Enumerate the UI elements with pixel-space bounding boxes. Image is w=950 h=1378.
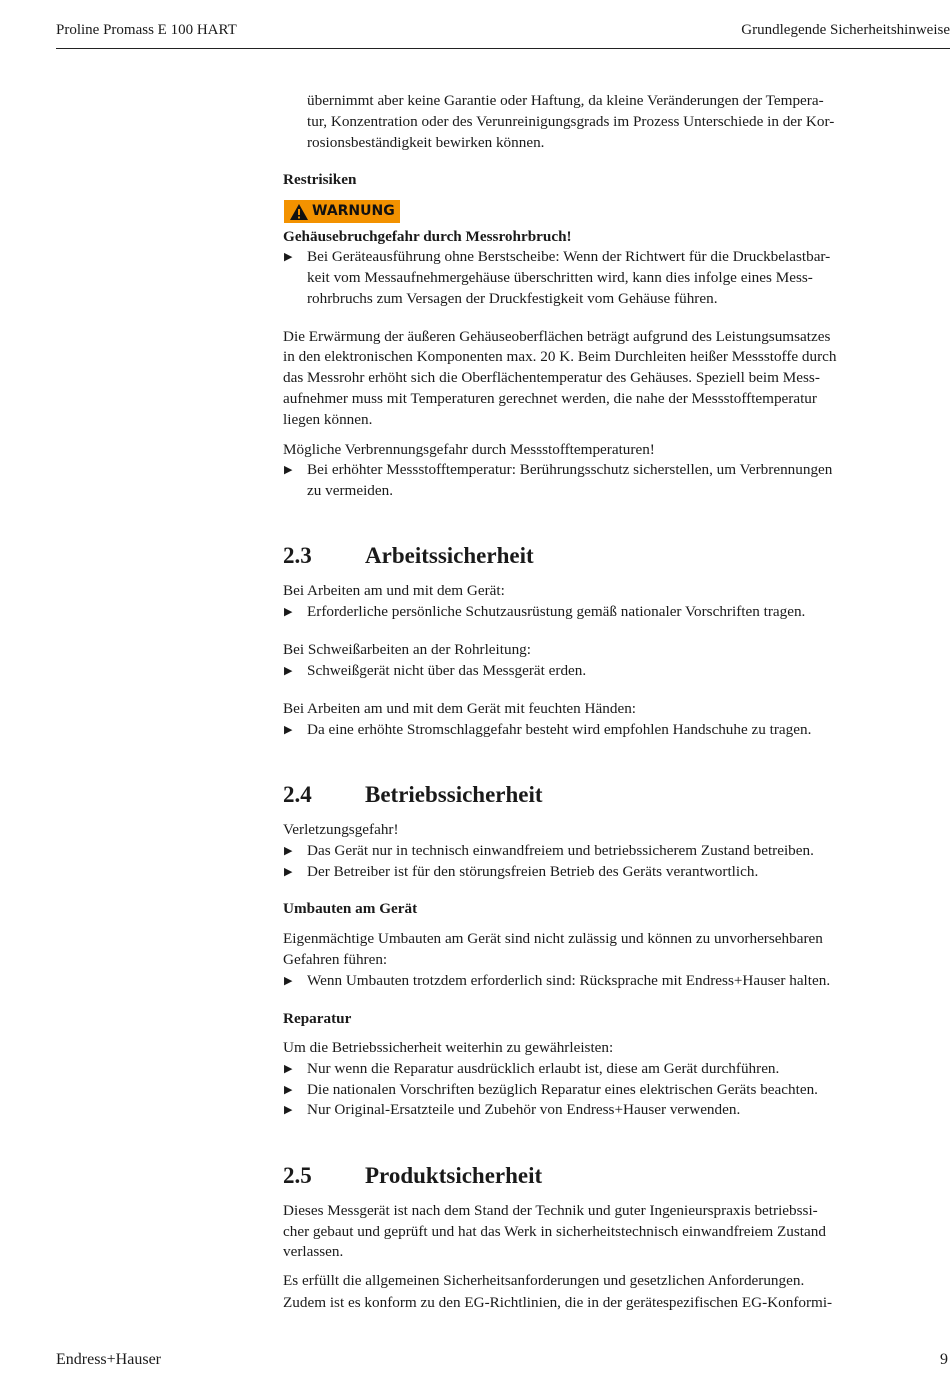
- header-chapter-title: Grundlegende Sicherheitshinweise: [741, 22, 950, 38]
- paragraph-line: in den elektronischen Komponenten max. 20 K. Beim Durchleiten heißer Messstoffe durch: [283, 348, 837, 365]
- bullet-text-line: keit vom Messaufnehmergehäuse überschritten wird, kann dies infolge eines Mess-: [307, 269, 813, 286]
- paragraph-line: rosionsbeständigkeit bewirken können.: [307, 134, 545, 151]
- paragraph-line: Es erfüllt die allgemeinen Sicherheitsanforderungen und gesetzlichen Anforderungen.: [283, 1272, 805, 1289]
- paragraph-line: Bei Schweißarbeiten an der Rohrleitung:: [283, 641, 531, 658]
- page-number: 9: [940, 1351, 948, 1368]
- section-heading: Betriebssicherheit: [365, 782, 543, 807]
- paragraph-line: Dieses Messgerät ist nach dem Stand der Technik und guter Ingenieurspraxis betriebssi-: [283, 1202, 818, 1219]
- bullet-text-line: Erforderliche persönliche Schutzausrüstung gemäß nationaler Vorschriften tragen.: [307, 603, 806, 620]
- subheading: Gehäusebruchgefahr durch Messrohrbruch!: [283, 228, 572, 245]
- warning-label: WARNUNG: [312, 203, 395, 219]
- bullet-text-line: Schweißgerät nicht über das Messgerät erden.: [307, 662, 587, 679]
- paragraph-line: cher gebaut und geprüft und hat das Werk in sicherheitstechnisch einwandfreiem Zustand: [283, 1223, 826, 1240]
- section-number: 2.5: [283, 1163, 312, 1188]
- paragraph-line: Bei Arbeiten am und mit dem Gerät:: [283, 582, 505, 599]
- paragraph-line: Die Erwärmung der äußeren Gehäuseoberflächen beträgt aufgrund des Leistungsumsatzes: [283, 328, 831, 345]
- bullet-arrow-icon: ▶: [284, 974, 293, 987]
- bullet-arrow-icon: ▶: [284, 1062, 293, 1075]
- paragraph-line: das Messrohr erhöht sich die Oberflächentemperatur des Gehäuses. Speziell beim Mess-: [283, 369, 820, 386]
- paragraph-line: Zudem ist es konform zu den EG-Richtlinien, die in der gerätespezifischen EG-Konformi-: [283, 1294, 833, 1311]
- bullet-arrow-icon: ▶: [284, 463, 293, 476]
- bullet-text-line: Da eine erhöhte Stromschlaggefahr besteht wird empfohlen Handschuhe zu tragen.: [307, 721, 812, 738]
- paragraph-line: Verletzungsgefahr!: [283, 821, 399, 838]
- paragraph-line: Bei Arbeiten am und mit dem Gerät mit feuchten Händen:: [283, 700, 637, 717]
- section-heading: Produktsicherheit: [365, 1163, 543, 1188]
- bullet-arrow-icon: ▶: [284, 844, 293, 857]
- paragraph-line: tur, Konzentration oder des Verunreinigungsgrads im Prozess Unterschiede in der Kor-: [307, 113, 835, 130]
- bullet-text-line: Wenn Umbauten trotzdem erforderlich sind: Rücksprache mit Endress+Hauser halten.: [307, 972, 831, 989]
- section-number: 2.4: [283, 782, 312, 807]
- paragraph-line: aufnehmer muss mit Temperaturen gerechnet werden, die nahe der Messstofftemperatur: [283, 390, 817, 407]
- paragraph-line: liegen können.: [283, 411, 373, 428]
- bullet-text-line: zu vermeiden.: [307, 482, 394, 499]
- bullet-arrow-icon: ▶: [284, 1103, 293, 1116]
- paragraph-line: Gefahren führen:: [283, 951, 388, 968]
- paragraph-line: verlassen.: [283, 1243, 344, 1260]
- bullet-text-line: Die nationalen Vorschriften bezüglich Reparatur eines elektrischen Geräts beachten.: [307, 1081, 818, 1098]
- subheading: Reparatur: [283, 1010, 352, 1027]
- subheading: Umbauten am Gerät: [283, 900, 418, 917]
- paragraph-line: Eigenmächtige Umbauten am Gerät sind nicht zulässig und können zu unvorhersehbaren: [283, 930, 823, 947]
- bullet-arrow-icon: ▶: [284, 664, 293, 677]
- warning-triangle-icon: [289, 203, 309, 221]
- bullet-arrow-icon: ▶: [284, 250, 293, 263]
- warning-badge: [284, 200, 400, 223]
- bullet-text-line: Das Gerät nur in technisch einwandfreiem und betriebssicherem Zustand betreiben.: [307, 842, 814, 859]
- bullet-arrow-icon: ▶: [284, 865, 293, 878]
- paragraph-line: Mögliche Verbrennungsgefahr durch Messstofftemperaturen!: [283, 441, 655, 458]
- bullet-text-line: Nur Original-Ersatzteile und Zubehör von Endress+Hauser verwenden.: [307, 1101, 741, 1118]
- bullet-text-line: Nur wenn die Reparatur ausdrücklich erlaubt ist, diese am Gerät durchführen.: [307, 1060, 780, 1077]
- footer-brand: Endress+Hauser: [56, 1351, 161, 1368]
- subheading: Restrisiken: [283, 171, 357, 188]
- section-heading: Arbeitssicherheit: [365, 543, 534, 568]
- paragraph-line: Um die Betriebssicherheit weiterhin zu gewährleisten:: [283, 1039, 614, 1056]
- bullet-text-line: Bei Geräteausführung ohne Berstscheibe: Wenn der Richtwert für die Druckbelastbar-: [307, 248, 831, 265]
- header-product-title: Proline Promass E 100 HART: [56, 22, 237, 38]
- header-divider: [56, 48, 950, 49]
- section-number: 2.3: [283, 543, 312, 568]
- bullet-text-line: rohrbruchs zum Versagen der Druckfestigkeit vom Gehäuse führen.: [307, 290, 718, 307]
- bullet-arrow-icon: ▶: [284, 1083, 293, 1096]
- bullet-text-line: Der Betreiber ist für den störungsfreien Betrieb des Geräts verantwortlich.: [307, 863, 759, 880]
- paragraph-line: übernimmt aber keine Garantie oder Haftung, da kleine Veränderungen der Tempera-: [307, 92, 824, 109]
- bullet-arrow-icon: ▶: [284, 605, 293, 618]
- bullet-arrow-icon: ▶: [284, 723, 293, 736]
- bullet-text-line: Bei erhöhter Messstofftemperatur: Berührungsschutz sicherstellen, um Verbrennungen: [307, 461, 833, 478]
